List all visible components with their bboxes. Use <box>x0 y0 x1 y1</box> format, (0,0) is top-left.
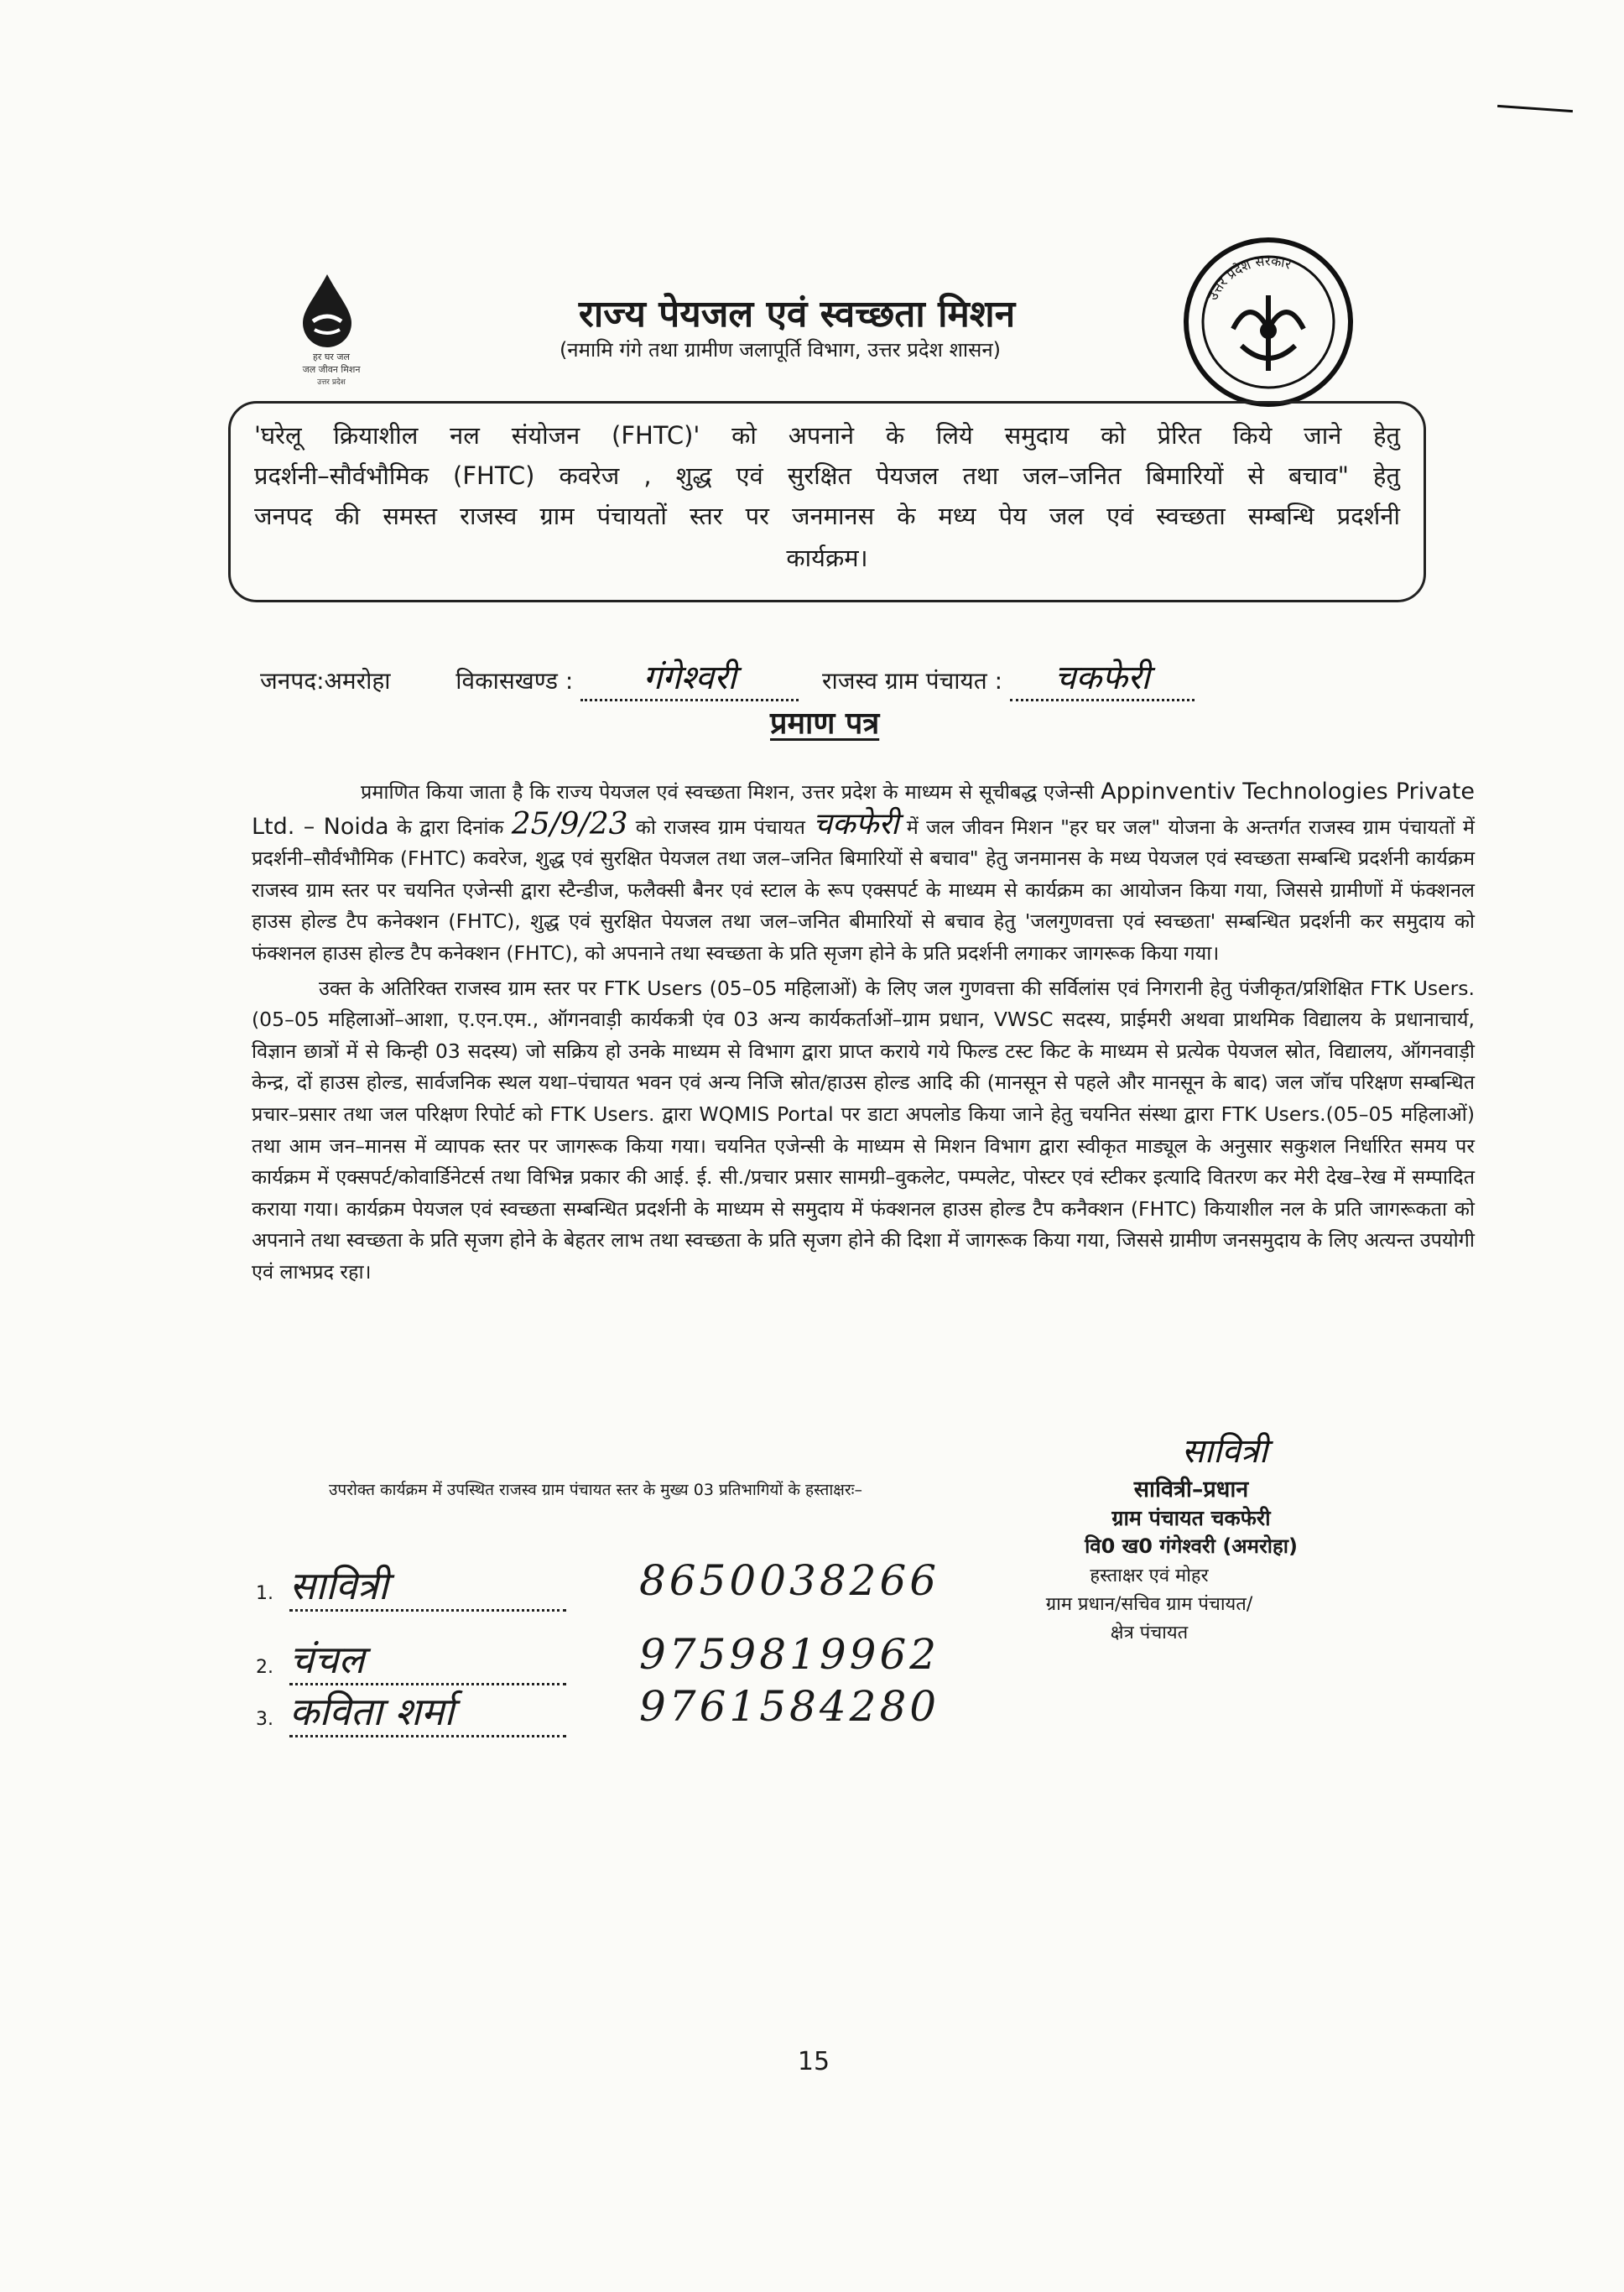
logo-caption-1: हर घर जल <box>313 352 350 362</box>
block-value: गंगेश्वरी <box>580 653 799 701</box>
gram-panchayat-value: चकफेरी <box>1010 653 1195 701</box>
logo-caption-2: जल जीवन मिशन <box>302 364 361 375</box>
participant-phone: 8650038266 <box>639 1556 940 1605</box>
box-line-1: 'घरेलू क्रियाशील नल संयोजन (FHTC)' को अपनाने के लिये समुदाय को प्रेरित किये जाने हेतु <box>254 421 1400 450</box>
location-row <box>260 653 1195 701</box>
participants-intro: उपरोक्त कार्यक्रम में उपस्थित राजस्व ग्राम पंचायत स्तर के मुख्य 03 प्रतिभागियों के हस्ताक्षरः– <box>329 1481 862 1499</box>
har-ghar-jal-logo <box>281 264 398 390</box>
stamp-line-2: ग्राम पंचायत चकफेरी <box>1111 1506 1271 1530</box>
certificate-title: प्रमाण पत्र <box>770 706 880 741</box>
paragraph-1 <box>252 776 1475 970</box>
participant-row <box>256 1562 566 1612</box>
box-line-2: प्रदर्शनी–सौर्वभौमिक (FHTC) कवरेज , शुद्ध एवं सुरक्षित पेयजल तथा जल–जनित बिमारियों से बचाव" हेतु <box>254 461 1400 490</box>
p1-text-a: प्रमाणित किया जाता है कि राज्य पेयजल एवं स्वच्छता मिशन, उत्तर प्रदेश के माध्यम से सूचीबद्ध एजेन्सी <box>361 780 1095 804</box>
participant-signature: चंचल <box>289 1636 566 1685</box>
svg-text:उत्तर प्रदेश सरकार: उत्तर प्रदेश सरकार <box>1205 253 1293 303</box>
pradhan-signature: सावित्री <box>1181 1432 1268 1471</box>
gram-panchayat-label: राजस्व ग्राम पंचायत : <box>822 667 1003 695</box>
p1-text-c: को राजस्व ग्राम पंचायत <box>635 815 805 839</box>
program-description-box <box>228 401 1426 602</box>
box-line-3: जनपद की समस्त राजस्व ग्राम पंचायतों स्तर पर जनमानस के मध्य पेय जल एवं स्वच्छता सम्बन्धि प्रदर्शनी <box>254 502 1400 530</box>
agency-name-2: Technologies Private Ltd. – Noida <box>252 779 1475 840</box>
up-government-seal <box>1183 237 1355 409</box>
program-gram-panchayat: चकफेरी <box>813 806 899 841</box>
p1-text-d: में जल जीवन मिशन "हर घर जल" योजना के अन्तर्गत राजस्व ग्राम पंचायतों में प्रदर्शनी–सौर्वभौमिक (FHTC) कवरेज, शुद्ध एवं सुरक्षित पेयजल तथा जल–जनित बिमारियों से बचाव" हेतु जनमानस के मध्य पेयजल एवं स्वच्छता सम्बन्धि प्रदर्शनी कार्यक्रम राजस्व ग्राम स्तर पर चयनित एजेन्सी द्वारा स्टैन्डीज, फलैक्सी बैनर एवं स्टाल के रूप एक्सपर्ट के माध्यम से कार्यक्रम का आयोजन किया गया, जिससे ग्रामीणों में फंक्शनल हाउस होल्ड टैप कनेक्शन (FHTC), शुद्ध एवं सुरक्षित पेयजल तथा जल–जनित बीमारियों से बचाव हेतु 'जलगुणवत्ता एवं स्वच्छता' सम्बन्धित प्रदर्शनी कर समुदाय को फंक्शनल हाउस होल्ड टैप कनेक्शन (FHTC), को अपनाने तथा स्वच्छता के प्रति सृजग होने के प्रति प्रदर्शनी लगाकर जागरूक किया गया। <box>252 815 1476 965</box>
district-label: जनपद:अमरोहा <box>260 667 391 695</box>
pen-mark <box>1497 105 1573 112</box>
logo-caption-3: उत्तर प्रदेश <box>317 378 346 387</box>
water-drop-icon <box>298 273 357 348</box>
page-number: 15 <box>797 2047 830 2076</box>
signatory-line-2: ग्राम प्रधान/सचिव ग्राम पंचायत/ <box>1045 1594 1253 1615</box>
stamp-line-3: वि0 ख0 गंगेश्वरी (अमरोहा) <box>1085 1534 1298 1558</box>
pradhan-stamp <box>1040 1426 1342 1560</box>
mission-subtitle: (नमामि गंगे तथा ग्रामीण जलापूर्ति विभाग, उत्तर प्रदेश शासन) <box>559 338 1002 362</box>
certificate-body <box>252 776 1475 1289</box>
p1-text-b: के द्वारा दिनांक <box>396 815 504 839</box>
stamp-line-1: सावित्री–प्रधान <box>1133 1477 1249 1503</box>
paragraph-2: उक्त के अतिरिक्त राजस्व ग्राम स्तर पर FTK Users (05–05 महिलाओं) के लिए जल गुणवत्ता की सर्विलांस एवं निगरानी हेतु पंजीकृत/प्रशिक्षित FTK Users.(05–05 महिलाओं–आशा, ए.एन.एम., ऑगनवाड़ी कार्यकत्री एंव 03 अन्य कार्यकर्ताओं–ग्राम प्रधान, VWSC सदस्य, प्राईमरी अथवा प्राथमिक विद्यालय के प्रधानाचार्य, विज्ञान छात्रों में से किन्ही 03 सदस्य) जो सक्रिय हो उनके माध्यम से विभाग द्वारा प्राप्त कराये गये फिल्ड टस्ट किट के माध्यम से प्रत्येक पेयजल स्रोत, विद्यालय, ऑगनवाड़ी केन्द्र, दों हाउस होल्ड, सार्वजनिक स्थल यथा–पंचायत भवन एवं अन्य निजि स्रोत/हाउस होल्ड आदि की (मानसून से पहले और मानसून के बाद) जल जॉच परिक्षण सम्बन्धित प्रचार–प्रसार तथा जल परिक्षण रिपोर्ट को FTK Users. द्वारा WQMIS Portal पर डाटा अपलोड किया जाने हेतु चयनित संस्था द्वारा FTK Users.(05–05 महिलाओं) तथा आम जन–मानस में व्यापक स्तर पर जागरूक किया गया। चयनित एजेन्सी के माध्यम से मिशन विभाग द्वारा स्वीकृत माड्यूल के अनुसार सकुशल निर्धारित समय पर कार्यक्रम में एक्सपर्ट/कोवार्डिनेटर्स तथा विभिन्न प्रकार की आई. ई. सी./प्रचार प्रसार सामग्री–वुकलेट, पम्पलेट, पोस्टर एवं स्टीकर इत्यादि वितरण कर मेरी देख–रेख में सम्पादित कराया गया। कार्यक्रम पेयजल एवं स्वच्छता सम्बन्धित प्रदर्शनी के माध्यम से समुदाय में फंक्शनल हाउस होल्ड टैप कनैक्शन (FHTC) कियाशील नल के प्रति जागरूकता को अपनाने तथा स्वच्छता के प्रति सृजग होने के बेहतर लाभ तथा स्वच्छता के प्रति सृजग होने की दिशा में जागरूक किया गया, जिससे ग्रामीण जनसमुदाय के लिए अत्यन्त उपयोगी एवं लाभप्रद रहा। <box>252 976 1475 1284</box>
participant-signature: कविता शर्मा <box>289 1688 566 1737</box>
block-label: विकासखण्ड : <box>455 667 574 695</box>
participant-number: 3. <box>256 1709 273 1730</box>
participant-row <box>256 1688 566 1737</box>
participant-phone: 9761584280 <box>639 1682 940 1731</box>
participant-number: 2. <box>256 1657 273 1678</box>
participant-phone: 9759819962 <box>639 1630 940 1679</box>
signatory-block <box>990 1562 1309 1648</box>
signatory-line-3: क्षेत्र पंचायत <box>1110 1623 1189 1643</box>
signatory-line-1: हस्ताक्षर एवं मोहर <box>1090 1565 1209 1586</box>
seal-emblem-icon <box>1183 237 1355 409</box>
box-line-4: कार्यक्रम। <box>786 544 868 572</box>
program-date: 25/9/23 <box>511 806 628 841</box>
mission-title: राज्य पेयजल एवं स्वच्छता मिशन <box>578 293 1016 336</box>
participant-number: 1. <box>256 1583 273 1604</box>
participant-signature: सावित्री <box>289 1562 566 1612</box>
agency-name-1: Appinventiv <box>1101 779 1236 805</box>
participant-row <box>256 1636 566 1685</box>
